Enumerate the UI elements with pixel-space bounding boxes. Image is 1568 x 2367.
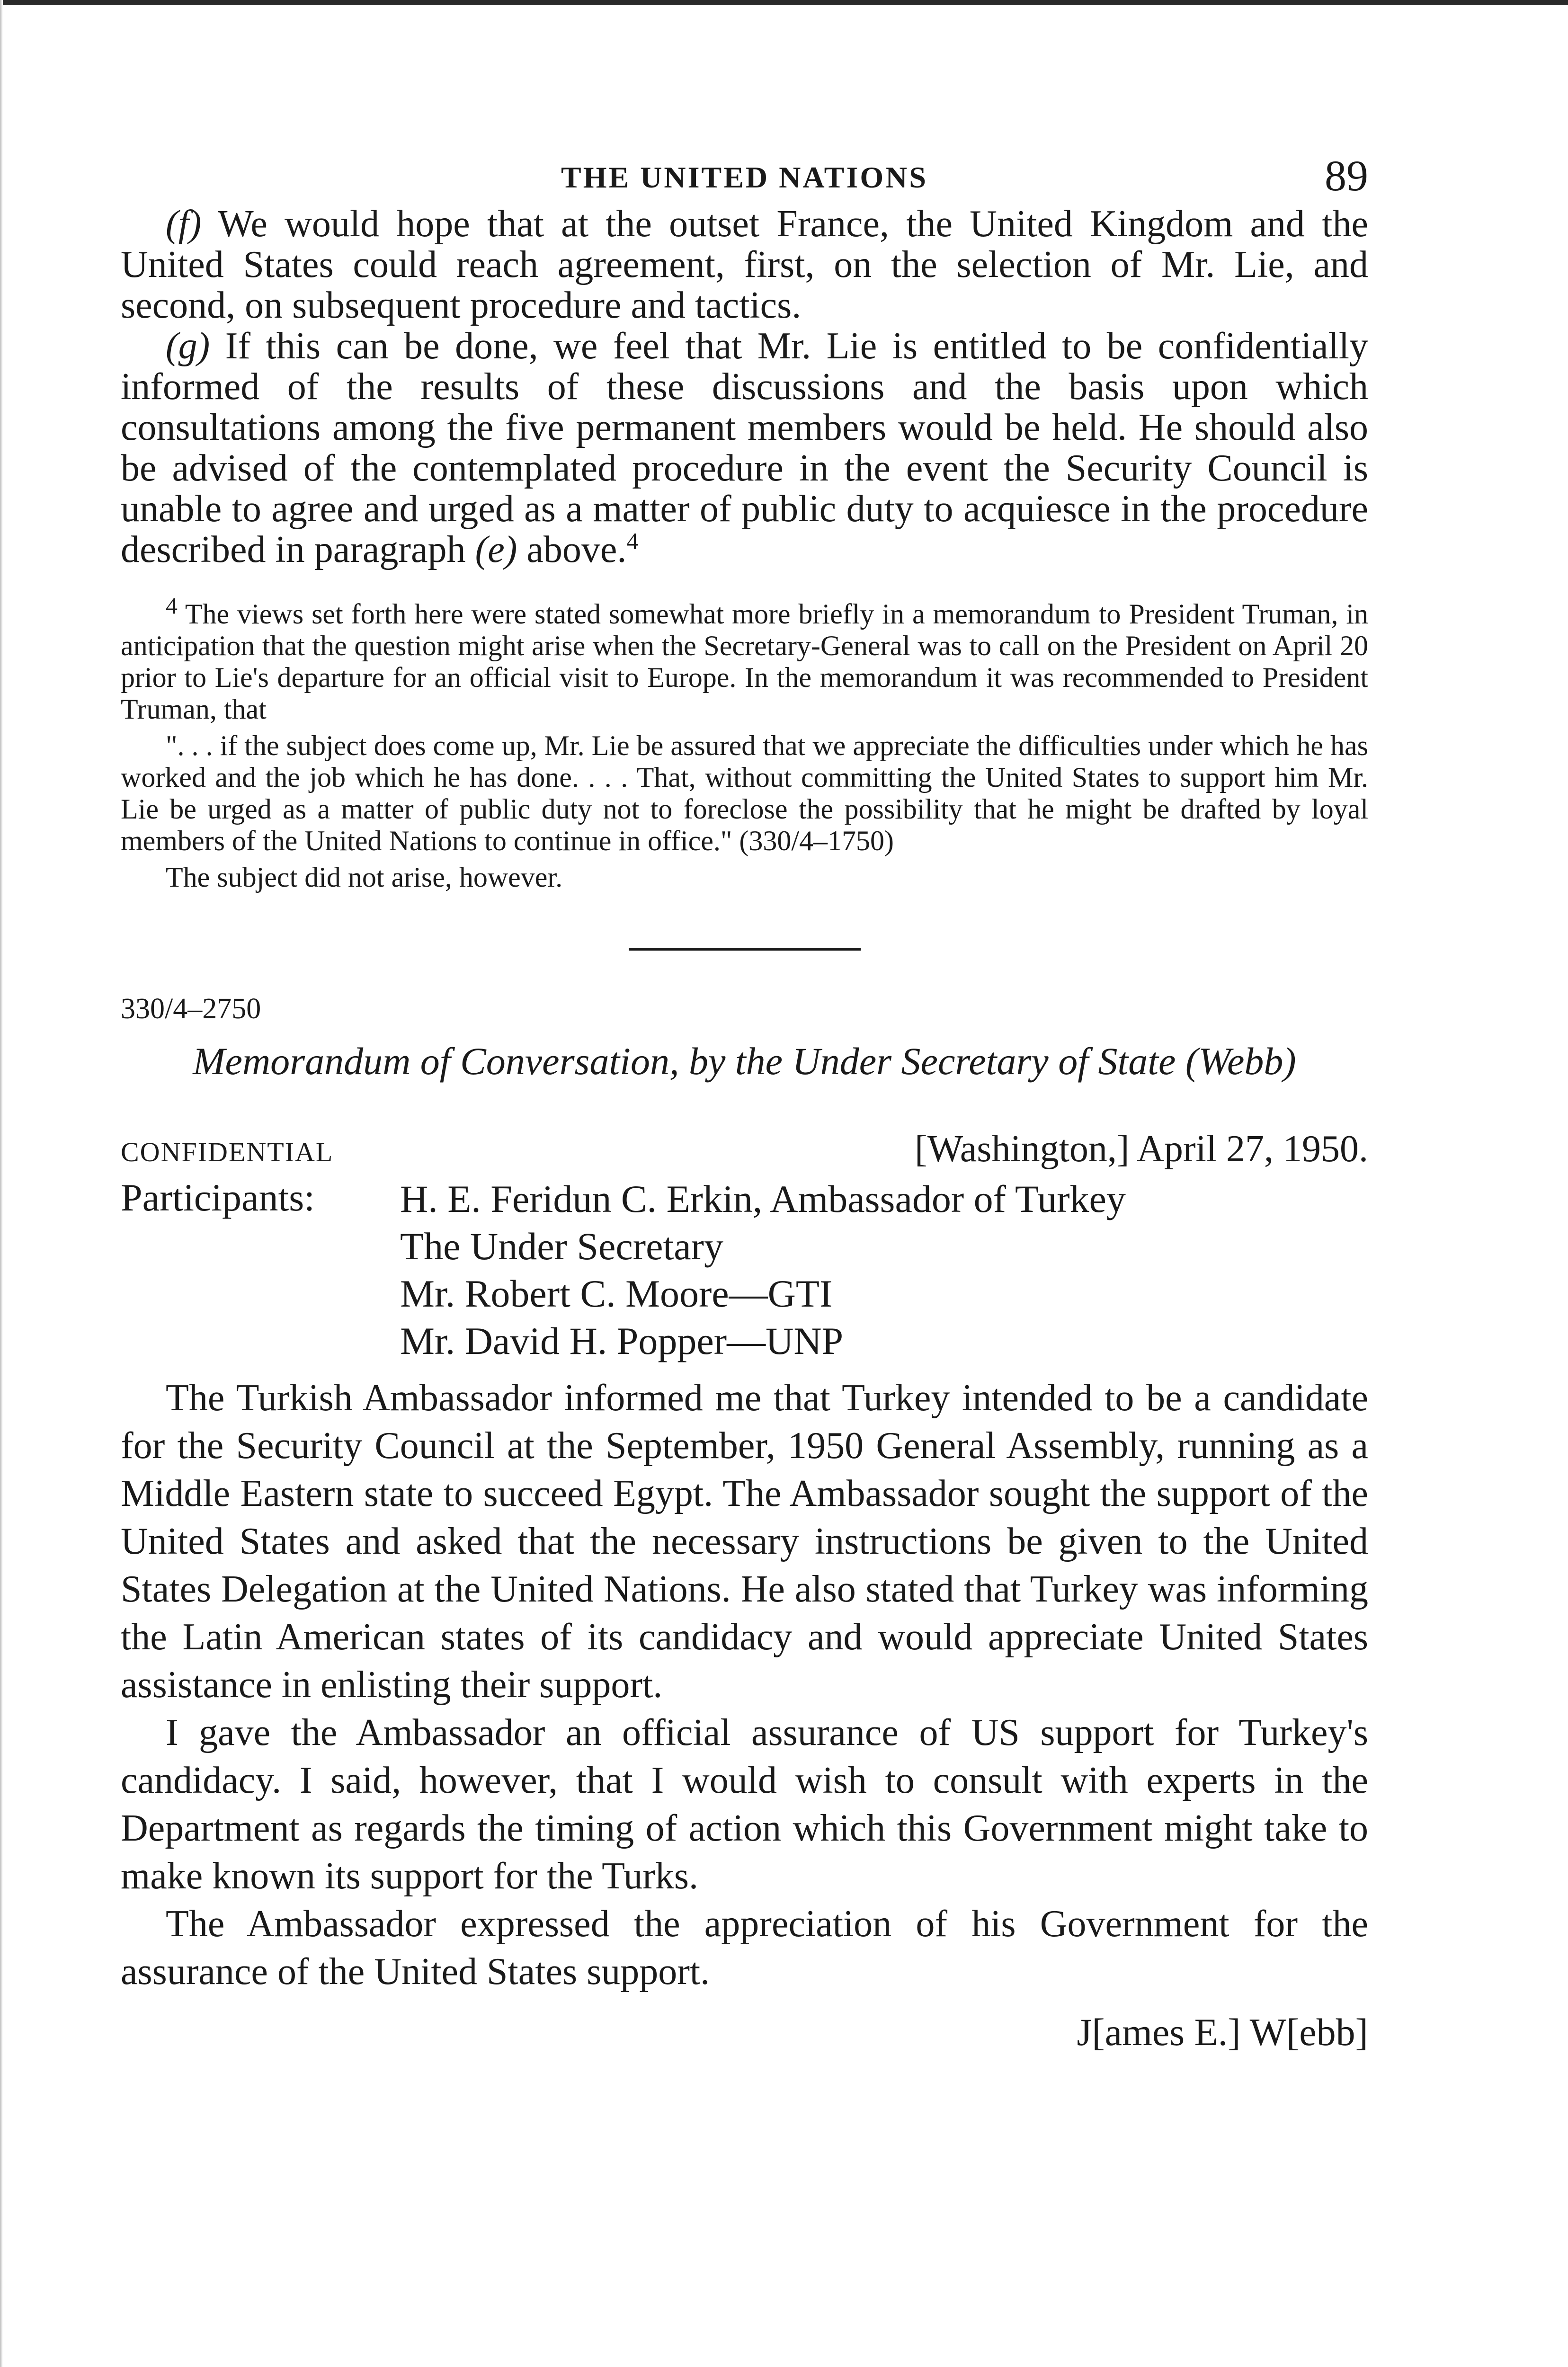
memo-paragraph-1: The Turkish Ambassador informed me that Turkey intended to be a candidate for the Security Council at the September, 1950 General Assembly, running as a Middle Eastern state to succeed Egypt. The Ambassador sought the support of the United States and asked that the necessary instructions be given to the United States Delegation at the United Nations. He also stated that Turkey was informing the Latin American states of its candidacy and would appreciate United States assistance in enlisting their support. <box>121 1377 1368 1706</box>
participant-item: Mr. Robert C. Moore—GTI <box>400 1272 833 1315</box>
footnote-4 <box>121 592 1369 725</box>
top-edge-rule <box>0 0 1568 5</box>
paragraph-f <box>121 204 1368 326</box>
memo-meta <box>121 1128 1368 1171</box>
participants-label: Participants: <box>121 1176 315 1219</box>
paragraph-f-label: (f) <box>166 203 202 245</box>
paragraph-g-label: (g) <box>166 325 210 367</box>
footnotes <box>121 592 1369 893</box>
memo-paragraph-2: I gave the Ambassador an official assurance of US support for Turkey's candidacy. I said, however, that I would wish to consult with experts in the Department as regards the timing of action which this Government might take to make known its support for the Turks. <box>121 1712 1368 1897</box>
participants-list <box>400 1175 1126 1365</box>
running-head: THE UNITED NATIONS <box>561 160 928 194</box>
date-line <box>915 1128 1368 1171</box>
footnote-4-marker: 4 <box>166 592 178 619</box>
paragraph-g-text: If this can be done, we feel that Mr. Lie is entitled to be confidentially informed of the results of these discussions and the basis upon which consultations among the five permanent members would be held. He should also be advised of the contemplated procedure in the event the Security Council is unable to agree and urged as a matter of public duty to acquiesce in the procedure described in paragraph <box>121 325 1369 570</box>
memo-title: Memorandum of Conversation, by the Under Secretary of State (Webb) <box>193 1040 1296 1083</box>
document-page <box>121 142 1368 2055</box>
participant-item: H. E. Feridun C. Erkin, Ambassador of Turkey <box>400 1177 1126 1220</box>
place: [Washington,] <box>915 1128 1130 1170</box>
signature: J[ames E.] W[ebb] <box>1077 2011 1368 2054</box>
paragraph-e-reference: (e) <box>475 529 517 570</box>
footnote-quote: ". . . if the subject does come up, Mr. Lie be assured that we appreciate the difficulties under which he has worked and the job which he has done. . . . That, without committing the United States to support him Mr. Lie be urged as a matter of public duty not to foreclose the possibility that he might be drafted by loyal members of the United Nations to continue in office." (330/4–1750) <box>121 730 1368 856</box>
page-number: 89 <box>1325 151 1368 200</box>
footnote-closing: The subject did not arise, however. <box>166 862 563 893</box>
page-header <box>121 142 1368 204</box>
section-divider <box>629 948 861 951</box>
memo-body <box>121 1374 1368 1996</box>
paragraph-g <box>121 326 1368 570</box>
left-page-edge <box>0 0 3 2367</box>
participant-item: The Under Secretary <box>400 1225 723 1268</box>
classification-label: CONFIDENTIAL <box>121 1137 334 1167</box>
participant-item: Mr. David H. Popper—UNP <box>400 1319 844 1362</box>
file-number: 330/4–2750 <box>121 993 261 1025</box>
footnote-4-text: The views set forth here were stated somewhat more briefly in a memorandum to President Truman, in anticipation that the question might arise when the Secretary-General was to call on the President on April 20 prior to Lie's departure for an official visit to Europe. In the memorandum it was recommended to President Truman, that <box>121 598 1369 725</box>
paragraph-f-text: We would hope that at the outset France, the United Kingdom and the United States could reach agreement, first, on the selection of Mr. Lie, and second, on subsequent procedure and tactics. <box>121 203 1368 326</box>
paragraph-g-text-end: above. <box>526 529 627 570</box>
date: April 27, 1950. <box>1137 1128 1368 1170</box>
footnote-reference-4: 4 <box>626 527 639 554</box>
participants-block <box>121 1175 1368 1365</box>
memo-paragraph-3: The Ambassador expressed the appreciation of his Government for the assurance of the United States support. <box>121 1903 1368 1993</box>
